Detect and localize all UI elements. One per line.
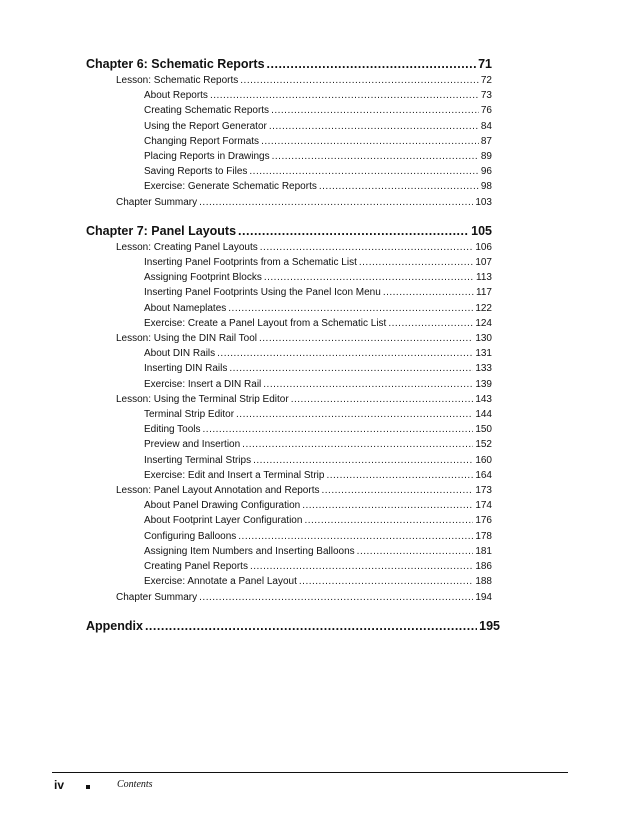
toc-dot-leader xyxy=(228,301,473,316)
toc-page-number: 87 xyxy=(480,135,492,147)
toc-title: Exercise: Annotate a Panel Layout xyxy=(144,576,297,588)
toc-entry-sub[interactable] xyxy=(86,149,492,164)
toc-dot-leader xyxy=(272,149,479,164)
toc-page-number: 124 xyxy=(475,317,492,329)
toc-title: Appendix xyxy=(86,618,143,633)
toc-entry-lesson[interactable] xyxy=(86,392,492,407)
toc-title: Inserting Panel Footprints from a Schematic List xyxy=(144,257,357,269)
toc-title: Creating Panel Reports xyxy=(144,561,248,573)
toc-dot-leader xyxy=(199,195,473,210)
toc-entry-lesson[interactable] xyxy=(86,73,492,88)
toc-entry-sub[interactable] xyxy=(86,134,492,149)
toc-page-number: 72 xyxy=(480,75,492,86)
toc-entry-lesson[interactable] xyxy=(86,483,492,498)
toc-title: About DIN Rails xyxy=(144,348,216,360)
toc-entry-sub[interactable] xyxy=(86,574,492,589)
toc-gap xyxy=(86,605,492,618)
toc-dot-leader xyxy=(291,392,474,407)
toc-dot-leader xyxy=(261,134,479,149)
toc-entry-lesson[interactable] xyxy=(86,240,492,255)
footer-section-label: Contents xyxy=(117,779,153,790)
toc-dot-leader xyxy=(199,590,473,605)
toc-title: Placing Reports in Drawings xyxy=(144,151,270,163)
toc-title: Assigning Item Numbers and Inserting Balloons xyxy=(144,545,355,557)
toc-page-number: 96 xyxy=(480,166,492,178)
toc-title: Using the Report Generator xyxy=(144,120,267,132)
toc-page-number: 160 xyxy=(475,454,492,466)
toc-title: Terminal Strip Editor xyxy=(144,409,235,421)
toc-title: About Footprint Layer Configuration xyxy=(144,515,303,527)
toc-page-number: 174 xyxy=(475,500,492,512)
toc-title: Editing Tools xyxy=(144,424,201,436)
toc-entry-sub[interactable] xyxy=(86,437,492,452)
toc-entry-sub[interactable] xyxy=(86,119,492,134)
toc-title: Exercise: Generate Schematic Reports xyxy=(144,181,317,193)
toc-page-number: 130 xyxy=(475,333,492,345)
toc-page-number: 76 xyxy=(480,105,492,117)
toc-dot-leader xyxy=(253,453,473,468)
toc-title: Exercise: Create a Panel Layout from a Schematic List xyxy=(144,317,387,329)
toc-entry-sub[interactable] xyxy=(86,468,492,483)
toc-entry-lesson[interactable] xyxy=(86,331,492,346)
toc-dot-leader xyxy=(238,223,469,240)
toc-dot-leader xyxy=(250,559,473,574)
toc-title: Lesson: Schematic Reports xyxy=(116,75,239,86)
toc-page-number: 105 xyxy=(471,223,492,238)
toc-entry-summary[interactable] xyxy=(86,590,492,605)
toc-dot-leader xyxy=(359,255,473,270)
toc-page-number: 139 xyxy=(475,378,492,390)
toc-page-number: 178 xyxy=(475,530,492,542)
toc-page-number: 181 xyxy=(475,545,492,557)
toc-page-number: 106 xyxy=(475,241,492,253)
toc-page-number: 73 xyxy=(480,90,492,102)
toc-page-number: 117 xyxy=(476,287,492,299)
toc-dot-leader xyxy=(203,422,474,437)
toc-entry-sub[interactable] xyxy=(86,498,492,513)
toc-dot-leader xyxy=(269,119,479,134)
toc-dot-leader xyxy=(264,270,474,285)
toc-dot-leader xyxy=(242,437,473,452)
table-of-contents xyxy=(86,56,500,635)
toc-entry-sub[interactable] xyxy=(86,179,492,194)
toc-dot-leader xyxy=(260,240,474,255)
toc-dot-leader xyxy=(145,618,477,635)
toc-title: Chapter 7: Panel Layouts xyxy=(86,223,237,238)
toc-title: Inserting Panel Footprints Using the Panel Icon Menu xyxy=(144,287,381,299)
toc-page-number: 186 xyxy=(475,561,492,573)
toc-title: Saving Reports to Files xyxy=(144,166,248,178)
toc-dot-leader xyxy=(302,498,473,513)
toc-entry-sub[interactable] xyxy=(86,301,492,316)
toc-dot-leader xyxy=(263,377,473,392)
toc-entry-sub[interactable] xyxy=(86,559,492,574)
toc-page-number: 89 xyxy=(480,151,492,163)
toc-dot-leader xyxy=(259,331,473,346)
toc-title: Chapter Summary xyxy=(116,196,198,208)
toc-title: Changing Report Formats xyxy=(144,135,260,147)
toc-title: Exercise: Insert a DIN Rail xyxy=(144,378,262,390)
toc-dot-leader xyxy=(236,407,473,422)
toc-entry-sub[interactable] xyxy=(86,103,492,118)
toc-page-number: 84 xyxy=(480,120,492,132)
toc-entry-sub[interactable] xyxy=(86,285,492,300)
footer-bullet-icon xyxy=(86,785,90,789)
toc-gap xyxy=(86,210,492,223)
toc-entry-sub[interactable] xyxy=(86,544,492,559)
toc-title: Assigning Footprint Blocks xyxy=(144,272,262,284)
toc-dot-leader xyxy=(249,164,478,179)
toc-dot-leader xyxy=(267,56,477,73)
toc-entry-sub[interactable] xyxy=(86,361,492,376)
toc-page-number: 103 xyxy=(475,196,492,208)
toc-entry-sub[interactable] xyxy=(86,513,492,528)
toc-page-number: 143 xyxy=(475,393,492,405)
toc-page-number: 195 xyxy=(479,618,500,633)
toc-title: Preview and Insertion xyxy=(144,439,241,451)
toc-page-number: 173 xyxy=(475,485,492,497)
toc-entry-sub[interactable] xyxy=(86,346,492,361)
toc-title: About Panel Drawing Configuration xyxy=(144,500,301,512)
toc-entry-sub[interactable] xyxy=(86,255,492,270)
toc-page-number: 188 xyxy=(475,576,492,588)
toc-dot-leader xyxy=(326,468,473,483)
toc-dot-leader xyxy=(321,483,473,498)
toc-page-number: 176 xyxy=(475,515,492,527)
toc-entry-sub[interactable] xyxy=(86,88,492,103)
toc-entry-sub[interactable] xyxy=(86,164,492,179)
toc-entry-sub[interactable] xyxy=(86,529,492,544)
toc-entry-chapter[interactable] xyxy=(86,223,492,240)
toc-entry-sub[interactable] xyxy=(86,422,492,437)
toc-entry-appendix[interactable] xyxy=(86,618,500,635)
toc-page-number: 194 xyxy=(475,591,492,603)
toc-title: Configuring Balloons xyxy=(144,530,237,542)
toc-entry-sub[interactable] xyxy=(86,407,492,422)
toc-title: Lesson: Creating Panel Layouts xyxy=(116,241,258,253)
toc-dot-leader xyxy=(388,316,473,331)
toc-title: Creating Schematic Reports xyxy=(144,105,270,117)
toc-entry-chapter[interactable] xyxy=(86,56,492,73)
toc-title: Chapter Summary xyxy=(116,591,198,603)
toc-title: Lesson: Using the DIN Rail Tool xyxy=(116,333,257,345)
toc-page-number: 122 xyxy=(475,302,492,314)
toc-page-number: 107 xyxy=(475,257,492,269)
toc-page-number: 150 xyxy=(475,424,492,436)
toc-page-number: 164 xyxy=(475,469,492,481)
toc-entry-sub[interactable] xyxy=(86,270,492,285)
toc-dot-leader xyxy=(357,544,474,559)
toc-dot-leader xyxy=(210,88,479,103)
toc-dot-leader xyxy=(240,73,479,88)
toc-title: About Nameplates xyxy=(144,302,227,314)
toc-title: Inserting DIN Rails xyxy=(144,363,228,375)
toc-entry-sub[interactable] xyxy=(86,377,492,392)
toc-dot-leader xyxy=(383,285,474,300)
toc-title: Inserting Terminal Strips xyxy=(144,454,252,466)
toc-dot-leader xyxy=(238,529,473,544)
toc-dot-leader xyxy=(304,513,473,528)
toc-page-number: 71 xyxy=(478,57,492,71)
toc-page-number: 133 xyxy=(475,363,492,375)
toc-entry-sub[interactable] xyxy=(86,453,492,468)
toc-dot-leader xyxy=(217,346,473,361)
toc-entry-summary[interactable] xyxy=(86,195,492,210)
toc-title: Exercise: Edit and Insert a Terminal Strip xyxy=(144,469,325,481)
toc-title: Lesson: Panel Layout Annotation and Reports xyxy=(116,485,320,497)
toc-title: About Reports xyxy=(144,90,208,102)
toc-dot-leader xyxy=(271,103,479,118)
toc-title: Chapter 6: Schematic Reports xyxy=(86,57,265,71)
toc-page-number: 113 xyxy=(476,272,492,284)
toc-dot-leader xyxy=(229,361,473,376)
toc-dot-leader xyxy=(299,574,473,589)
toc-page-number: 144 xyxy=(475,409,492,421)
toc-title: Lesson: Using the Terminal Strip Editor xyxy=(116,393,289,405)
toc-page-number: 152 xyxy=(475,439,492,451)
toc-page-number: 131 xyxy=(475,348,492,360)
toc-entry-sub[interactable] xyxy=(86,316,492,331)
footer-rule xyxy=(52,772,568,773)
toc-page-number: 98 xyxy=(480,181,492,193)
toc-dot-leader xyxy=(319,179,479,194)
footer-page-number: iv xyxy=(54,778,65,792)
